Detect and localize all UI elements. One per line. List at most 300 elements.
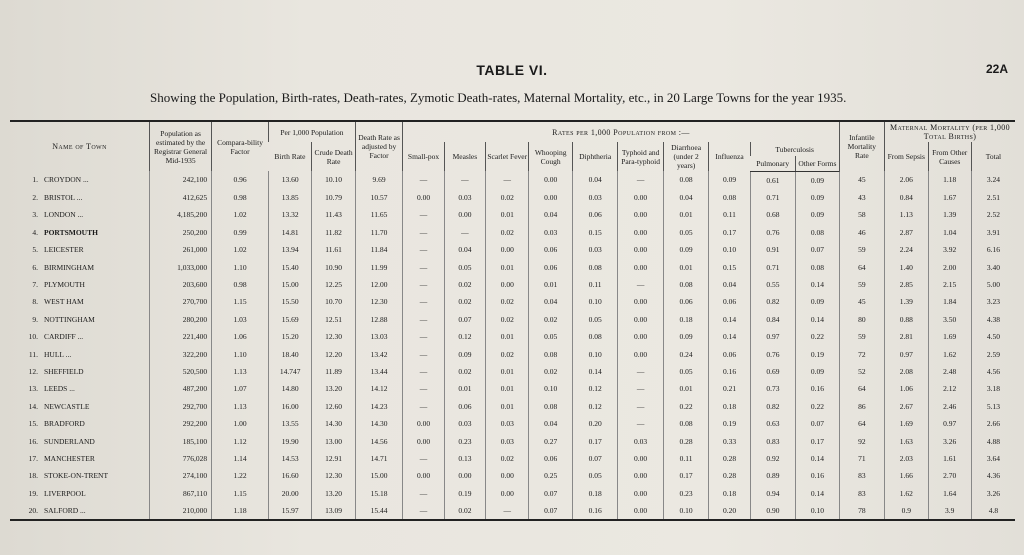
data-cell: 12.30 — [312, 467, 355, 484]
data-cell: 0.19 — [444, 485, 485, 502]
data-cell: 1.13 — [212, 363, 269, 380]
data-cell: 0.10 — [572, 345, 617, 362]
data-cell: 13.85 — [268, 189, 311, 206]
row-number: 12. — [28, 366, 38, 376]
header-diphtheria: Diphtheria — [572, 142, 617, 171]
data-cell: 1.69 — [928, 328, 971, 345]
data-cell: 0.10 — [796, 502, 839, 520]
data-cell: 0.97 — [928, 415, 971, 432]
town-cell — [10, 380, 150, 397]
data-cell: 1.00 — [212, 415, 269, 432]
data-cell: 1.22 — [212, 467, 269, 484]
data-cell: 0.73 — [750, 380, 795, 397]
data-cell: 0.16 — [709, 363, 750, 380]
data-cell: — — [618, 276, 663, 293]
data-cell: 0.02 — [486, 311, 529, 328]
data-cell: 0.23 — [663, 485, 708, 502]
table-row — [10, 363, 1015, 380]
data-cell: 1.10 — [212, 345, 269, 362]
data-cell: 0.08 — [572, 258, 617, 275]
row-number: 4. — [32, 227, 38, 237]
data-cell: 2.06 — [885, 171, 928, 189]
data-cell: 9.69 — [355, 171, 403, 189]
data-cell: 15.44 — [355, 502, 403, 520]
data-cell: 1.10 — [212, 258, 269, 275]
data-cell: 2.66 — [971, 415, 1015, 432]
data-cell: 11.99 — [355, 258, 403, 275]
data-cell: 0.15 — [572, 224, 617, 241]
data-cell: 0.61 — [750, 171, 795, 189]
data-cell: 0.01 — [663, 380, 708, 397]
data-cell: 0.14 — [796, 276, 839, 293]
data-cell: 12.30 — [312, 328, 355, 345]
data-cell: 0.01 — [663, 258, 708, 275]
data-cell: 18.40 — [268, 345, 311, 362]
data-cell: 92 — [839, 432, 884, 449]
data-cell: 1.61 — [928, 450, 971, 467]
data-cell: 2.70 — [928, 467, 971, 484]
data-cell: 10.79 — [312, 189, 355, 206]
header-diarrhoea: Diarrhoea (under 2 years) — [663, 142, 708, 171]
town-name: CROYDON ... — [44, 175, 89, 185]
data-cell: 0.00 — [444, 467, 485, 484]
data-cell: 14.80 — [268, 380, 311, 397]
town-name: BIRMINGHAM — [44, 262, 95, 272]
table-row — [10, 311, 1015, 328]
data-cell: 46 — [839, 224, 884, 241]
data-cell: 3.9 — [928, 502, 971, 520]
data-cell: 12.51 — [312, 311, 355, 328]
data-cell: 1.66 — [885, 467, 928, 484]
data-cell: — — [403, 311, 444, 328]
town-cell — [10, 258, 150, 275]
data-cell: 12.25 — [312, 276, 355, 293]
data-cell: 0.19 — [709, 415, 750, 432]
data-cell: 0.12 — [572, 380, 617, 397]
data-cell: 0.06 — [663, 293, 708, 310]
data-cell: 0.90 — [750, 502, 795, 520]
data-cell: 16.60 — [268, 467, 311, 484]
data-cell: 0.24 — [663, 345, 708, 362]
data-cell: 0.11 — [572, 276, 617, 293]
data-cell: 58 — [839, 206, 884, 223]
data-cell: 0.28 — [709, 450, 750, 467]
data-cell: 0.28 — [709, 467, 750, 484]
data-cell: 0.08 — [663, 415, 708, 432]
table-row — [10, 345, 1015, 362]
data-cell: 10.90 — [312, 258, 355, 275]
data-cell: 0.83 — [750, 432, 795, 449]
data-cell: 0.02 — [444, 276, 485, 293]
data-cell: 0.00 — [618, 485, 663, 502]
data-cell: 1.69 — [885, 415, 928, 432]
data-cell: 0.01 — [486, 380, 529, 397]
data-cell: 280,200 — [150, 311, 212, 328]
data-cell: 5.00 — [971, 276, 1015, 293]
data-cell: 1.62 — [885, 485, 928, 502]
data-cell: 0.17 — [572, 432, 617, 449]
town-cell — [10, 363, 150, 380]
data-cell: 0.01 — [486, 258, 529, 275]
data-cell: 2.87 — [885, 224, 928, 241]
data-cell: 12.91 — [312, 450, 355, 467]
table-row — [10, 485, 1015, 502]
data-cell: 1.13 — [885, 206, 928, 223]
data-cell: 4.8 — [971, 502, 1015, 520]
data-cell: 0.20 — [709, 502, 750, 520]
data-cell: 185,100 — [150, 432, 212, 449]
data-cell: 0.88 — [885, 311, 928, 328]
data-cell: 59 — [839, 328, 884, 345]
data-cell: 19.90 — [268, 432, 311, 449]
data-cell: 64 — [839, 415, 884, 432]
data-cell: 0.00 — [618, 311, 663, 328]
header-name-of-town: Name of Town — [10, 121, 150, 171]
data-cell: 0.76 — [750, 345, 795, 362]
data-cell: 15.00 — [355, 467, 403, 484]
row-number: 7. — [32, 280, 38, 290]
data-cell: — — [403, 485, 444, 502]
table-row — [10, 258, 1015, 275]
header-adjusted-death-rate: Death Rate as adjusted by Factor — [355, 121, 403, 171]
table-title: TABLE VI. — [476, 62, 548, 78]
data-cell: 78 — [839, 502, 884, 520]
data-cell: 0.02 — [444, 363, 485, 380]
data-cell: 14.12 — [355, 380, 403, 397]
data-cell: 210,000 — [150, 502, 212, 520]
data-cell: 3.26 — [928, 432, 971, 449]
data-cell: 0.20 — [572, 415, 617, 432]
data-cell: — — [486, 502, 529, 520]
data-cell: — — [444, 171, 485, 189]
data-cell: 0.09 — [444, 345, 485, 362]
data-cell: 1.02 — [212, 241, 269, 258]
data-cell: 0.07 — [572, 450, 617, 467]
data-cell: 0.00 — [618, 258, 663, 275]
town-name: STOKE-ON-TRENT — [44, 471, 109, 481]
data-cell: 0.96 — [212, 171, 269, 189]
data-cell: 0.01 — [486, 206, 529, 223]
data-cell: 0.10 — [529, 380, 572, 397]
data-cell: 0.08 — [529, 345, 572, 362]
table-row — [10, 398, 1015, 415]
data-cell: 0.02 — [529, 311, 572, 328]
data-cell: 59 — [839, 276, 884, 293]
data-cell: 0.14 — [796, 450, 839, 467]
data-cell: 0.00 — [486, 467, 529, 484]
data-cell: 2.67 — [885, 398, 928, 415]
table-row — [10, 450, 1015, 467]
data-cell: 261,000 — [150, 241, 212, 258]
data-cell: 0.00 — [618, 467, 663, 484]
data-cell: 0.11 — [663, 450, 708, 467]
table-row — [10, 224, 1015, 241]
data-cell: 0.91 — [750, 241, 795, 258]
data-cell: 0.01 — [529, 276, 572, 293]
data-cell: 0.06 — [709, 293, 750, 310]
data-cell: 1.63 — [885, 432, 928, 449]
row-number: 17. — [28, 453, 38, 463]
data-cell: 0.06 — [529, 258, 572, 275]
table-row — [10, 293, 1015, 310]
data-cell: 0.02 — [529, 363, 572, 380]
data-cell: 0.17 — [709, 224, 750, 241]
data-cell: 0.14 — [572, 363, 617, 380]
data-cell: 15.00 — [268, 276, 311, 293]
data-cell: 270,700 — [150, 293, 212, 310]
header-birth-rate: Birth Rate — [274, 152, 306, 161]
data-cell: — — [403, 206, 444, 223]
data-cell: 1.06 — [885, 380, 928, 397]
data-cell: 1.06 — [212, 328, 269, 345]
data-cell: — — [486, 171, 529, 189]
data-cell: — — [618, 380, 663, 397]
data-cell: 0.00 — [618, 450, 663, 467]
data-cell: 0.04 — [529, 206, 572, 223]
data-cell: 867,110 — [150, 485, 212, 502]
data-cell: 0.69 — [750, 363, 795, 380]
data-cell: 14.81 — [268, 224, 311, 241]
data-cell: 0.02 — [486, 224, 529, 241]
header-typhoid: Typhoid and Para-typhoid — [618, 142, 663, 171]
table-row — [10, 189, 1015, 206]
page-number: 22A — [985, 62, 1008, 76]
data-cell: 1.04 — [928, 224, 971, 241]
data-cell: 0.02 — [486, 189, 529, 206]
data-cell: 0.03 — [444, 189, 485, 206]
data-cell: 1.15 — [212, 293, 269, 310]
data-cell: 0.01 — [444, 380, 485, 397]
data-cell: 520,500 — [150, 363, 212, 380]
data-cell: 274,100 — [150, 467, 212, 484]
data-cell: 80 — [839, 311, 884, 328]
data-cell: 0.23 — [444, 432, 485, 449]
data-cell: 0.82 — [750, 398, 795, 415]
data-cell: 5.13 — [971, 398, 1015, 415]
data-cell: 15.40 — [268, 258, 311, 275]
data-cell: 45 — [839, 293, 884, 310]
data-cell: 10.10 — [312, 171, 355, 189]
town-cell — [10, 311, 150, 328]
town-cell — [10, 189, 150, 206]
town-name: BRISTOL ... — [44, 193, 83, 203]
data-cell: 1.67 — [928, 189, 971, 206]
data-cell: 0.98 — [212, 189, 269, 206]
town-cell — [10, 224, 150, 241]
data-cell: 3.40 — [971, 258, 1015, 275]
data-cell: 3.50 — [928, 311, 971, 328]
data-cell: 0.09 — [796, 206, 839, 223]
data-cell: 14.23 — [355, 398, 403, 415]
data-cell: 11.70 — [355, 224, 403, 241]
data-cell: 0.08 — [572, 328, 617, 345]
data-cell: 0.71 — [750, 189, 795, 206]
data-cell: 11.84 — [355, 241, 403, 258]
data-cell: 0.92 — [750, 450, 795, 467]
table-row — [10, 171, 1015, 189]
data-cell: 0.15 — [709, 258, 750, 275]
data-cell: 0.14 — [796, 485, 839, 502]
town-name: BRADFORD — [44, 419, 85, 429]
data-cell: 221,400 — [150, 328, 212, 345]
header-influenza: Influenza — [709, 142, 750, 171]
data-cell: 0.14 — [709, 311, 750, 328]
data-cell: 2.00 — [928, 258, 971, 275]
data-cell: 0.22 — [796, 398, 839, 415]
data-cell: 13.20 — [312, 380, 355, 397]
data-cell: 0.08 — [663, 276, 708, 293]
row-number: 1. — [32, 175, 38, 185]
data-cell: 3.18 — [971, 380, 1015, 397]
data-cell: 0.18 — [572, 485, 617, 502]
data-cell: 0.01 — [663, 206, 708, 223]
data-cell: 0.07 — [444, 311, 485, 328]
data-cell: 0.03 — [572, 241, 617, 258]
town-name: NEWCASTLE — [44, 401, 90, 411]
town-cell — [10, 206, 150, 223]
data-cell: 0.97 — [750, 328, 795, 345]
data-cell: 15.97 — [268, 502, 311, 520]
data-cell: 11.82 — [312, 224, 355, 241]
data-cell: — — [403, 224, 444, 241]
town-cell — [10, 171, 150, 189]
data-cell: — — [403, 276, 444, 293]
data-cell: 0.04 — [529, 293, 572, 310]
row-number: 5. — [32, 245, 38, 255]
table-body — [10, 171, 1015, 520]
data-cell: — — [403, 293, 444, 310]
data-cell: 0.63 — [750, 415, 795, 432]
data-cell: — — [403, 258, 444, 275]
data-cell: 0.09 — [796, 171, 839, 189]
data-cell: 0.09 — [796, 189, 839, 206]
data-cell: 0.25 — [529, 467, 572, 484]
town-name: HULL ... — [44, 349, 72, 359]
data-cell: 0.08 — [796, 258, 839, 275]
data-cell: 0.10 — [572, 293, 617, 310]
data-cell: 0.89 — [750, 467, 795, 484]
data-cell: 14.53 — [268, 450, 311, 467]
data-cell: 59 — [839, 241, 884, 258]
data-cell: 0.04 — [572, 171, 617, 189]
data-cell: 0.22 — [663, 398, 708, 415]
header-maternal-group: Maternal Mortality (per 1,000 Total Births) — [885, 121, 1015, 142]
data-cell: 0.04 — [444, 241, 485, 258]
table-row — [10, 415, 1015, 432]
data-cell: 64 — [839, 258, 884, 275]
data-cell: 2.81 — [885, 328, 928, 345]
data-cell: 2.24 — [885, 241, 928, 258]
data-cell: 0.00 — [403, 432, 444, 449]
data-cell: 11.61 — [312, 241, 355, 258]
data-cell: 0.08 — [796, 224, 839, 241]
data-cell: 12.00 — [355, 276, 403, 293]
data-cell: 0.00 — [486, 276, 529, 293]
data-cell: 0.55 — [750, 276, 795, 293]
row-number: 10. — [28, 332, 38, 342]
data-cell: 2.08 — [885, 363, 928, 380]
data-cell: 1.02 — [212, 206, 269, 223]
data-cell: 0.17 — [663, 467, 708, 484]
header-tuberculosis-group: Tuberculosis — [750, 142, 839, 156]
data-cell: 0.02 — [486, 345, 529, 362]
data-cell: 4.50 — [971, 328, 1015, 345]
data-cell: — — [618, 171, 663, 189]
data-cell: 0.02 — [486, 293, 529, 310]
header-population: Population as estimated by the Registrar General Mid-1935 — [150, 121, 212, 171]
data-cell: 0.10 — [709, 241, 750, 258]
header-per-1000-group: Per 1,000 Population — [268, 121, 355, 142]
town-cell — [10, 328, 150, 345]
town-name: PLYMOUTH — [44, 280, 85, 290]
data-cell: 0.00 — [403, 467, 444, 484]
data-cell: 0.09 — [709, 171, 750, 189]
row-number: 3. — [32, 210, 38, 220]
header-from-sepsis: From Sepsis — [885, 142, 928, 171]
data-cell: 0.09 — [796, 293, 839, 310]
data-cell: 0.16 — [796, 467, 839, 484]
town-cell — [10, 276, 150, 293]
data-cell: 15.50 — [268, 293, 311, 310]
data-cell: 0.68 — [750, 206, 795, 223]
data-cell: 2.51 — [971, 189, 1015, 206]
row-number: 13. — [28, 384, 38, 394]
data-cell: 0.05 — [572, 311, 617, 328]
data-cell: 3.26 — [971, 485, 1015, 502]
town-name: SALFORD ... — [44, 506, 86, 516]
data-cell: 2.12 — [928, 380, 971, 397]
data-cell: 0.06 — [444, 398, 485, 415]
table-row — [10, 467, 1015, 484]
data-cell: 0.00 — [529, 171, 572, 189]
table-row — [10, 241, 1015, 258]
data-cell: 292,700 — [150, 398, 212, 415]
data-cell: 0.03 — [618, 432, 663, 449]
data-cell: 14.56 — [355, 432, 403, 449]
data-cell: 1.14 — [212, 450, 269, 467]
data-cell: 1.15 — [212, 485, 269, 502]
town-name: LONDON ... — [44, 210, 84, 220]
row-number: 18. — [28, 471, 38, 481]
data-cell: 0.16 — [796, 380, 839, 397]
row-number: 15. — [28, 419, 38, 429]
data-cell: 0.06 — [572, 206, 617, 223]
data-cell: 487,200 — [150, 380, 212, 397]
data-cell: 0.09 — [663, 241, 708, 258]
data-cell: 3.92 — [928, 241, 971, 258]
data-cell: 12.30 — [355, 293, 403, 310]
data-cell: 11.89 — [312, 363, 355, 380]
data-cell: 14.71 — [355, 450, 403, 467]
data-cell: 0.76 — [750, 224, 795, 241]
row-number: 19. — [28, 488, 38, 498]
data-cell: 1.13 — [212, 398, 269, 415]
data-cell: 13.55 — [268, 415, 311, 432]
data-cell: 1.62 — [928, 345, 971, 362]
town-name: WEST HAM — [44, 297, 84, 307]
data-cell: — — [403, 345, 444, 362]
data-cell: 0.03 — [572, 189, 617, 206]
data-cell: 1.03 — [212, 311, 269, 328]
data-cell: 0.00 — [444, 206, 485, 223]
data-cell: — — [403, 380, 444, 397]
header-comparability: Compara-bility Factor — [212, 121, 269, 171]
data-cell: 0.18 — [709, 485, 750, 502]
data-cell: 1.18 — [928, 171, 971, 189]
data-cell: 0.00 — [486, 485, 529, 502]
table-row — [10, 502, 1015, 520]
header-rates-group: Rates per 1,000 Population from :— — [403, 121, 839, 142]
